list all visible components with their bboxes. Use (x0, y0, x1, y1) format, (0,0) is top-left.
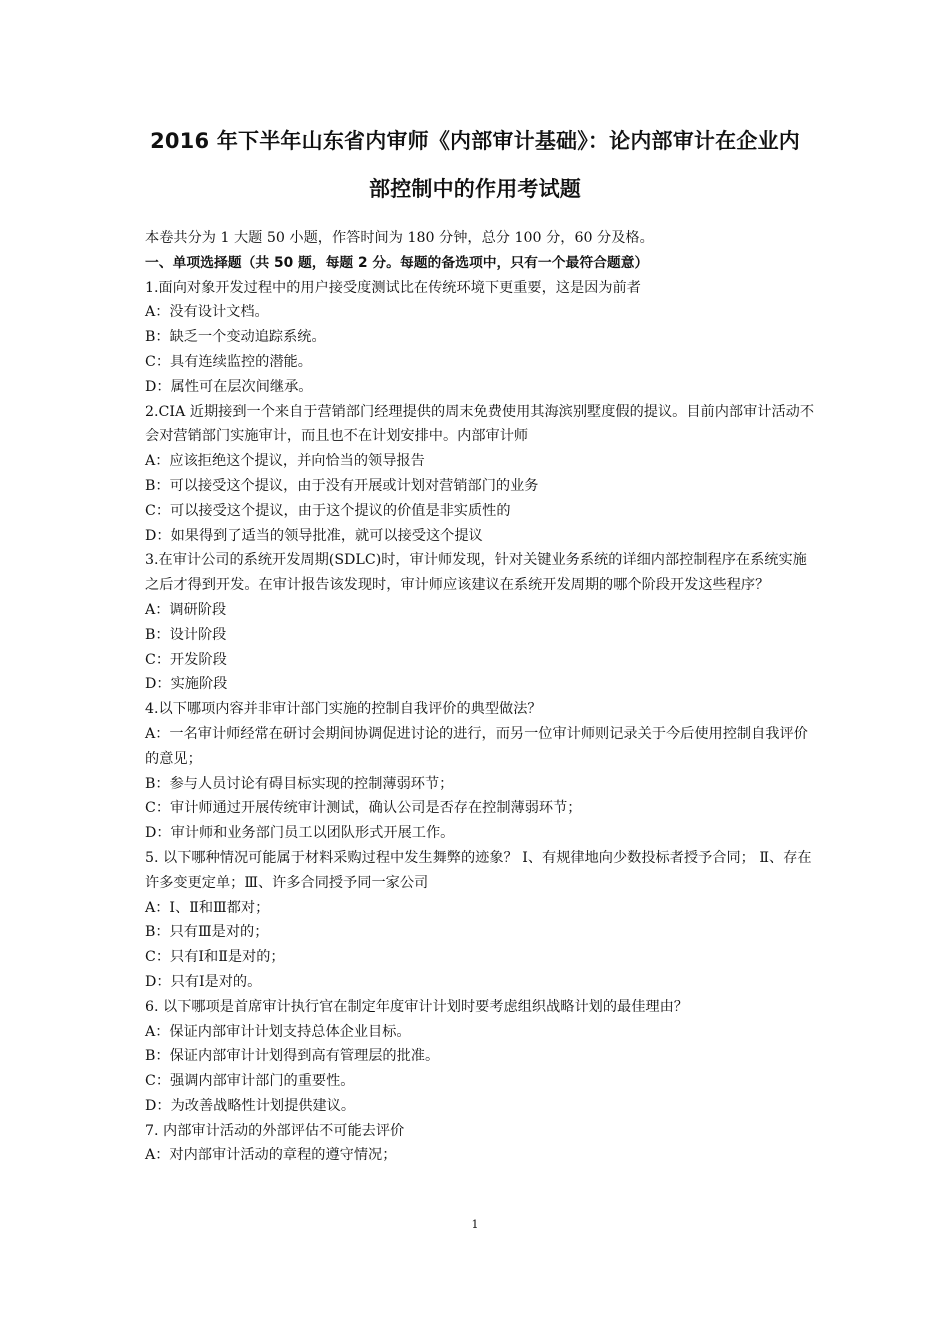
intro-text: 本卷共分为 1 大题 50 小题，作答时间为 180 分钟，总分 100 分，60 分及格。 (145, 230, 654, 246)
option-2b: B：可以接受这个提议，由于没有开展或计划对营销部门的业务 (145, 477, 539, 494)
section-heading: 一、单项选择题（共 50 题，每题 2 分。每题的备选项中，只有一个最符合题意） (145, 254, 649, 271)
option-4d: D：审计师和业务部门员工以团队形式开展工作。 (145, 825, 455, 842)
option-1b: B：缺乏一个变动追踪系统。 (145, 329, 326, 346)
option-3b: B：设计阶段 (145, 626, 227, 643)
question-1: 1.面向对象开发过程中的用户接受度测试比在传统环境下更重要，这是因为前者 (145, 279, 641, 296)
option-6a: A：保证内部审计计划支持总体企业目标。 (145, 1023, 411, 1040)
question-2: 2.CIA 近期接到一个来自于营销部门经理提供的周末免费使用其海滨别墅度假的提议。目前内部审计活动不会对营销部门实施审计，而且也不在计划安排中。内部审计师 (145, 403, 815, 445)
document-title-line-2: 部控制中的作用考试题 (369, 177, 581, 201)
question-3: 3.在审计公司的系统开发周期(SDLC)时，审计师发现，针对关键业务系统的详细内部控制程序在系统实施之后才得到开发。在审计报告该发现时，审计师应该建议在系统开发周期的哪个阶段开发这些程序？ (145, 552, 807, 594)
option-1d: D：属性可在层次间继承。 (145, 378, 313, 395)
question-5: 5. 以下哪种情况可能属于材料采购过程中发生舞弊的迹象？ Ⅰ、有规律地向少数投标者授予合同； Ⅱ、存在许多变更定单；Ⅲ、许多合同授予同一家公司 (145, 849, 812, 891)
option-4c: C：审计师通过开展传统审计测试，确认公司是否存在控制薄弱环节； (145, 800, 582, 817)
page-number: 1 (471, 1218, 479, 1231)
document-title-line-1: 2016 年下半年山东省内审师《内部审计基础》：论内部审计在企业内 (150, 129, 800, 153)
option-6c: C：强调内部审计部门的重要性。 (145, 1073, 355, 1090)
option-1c: C：具有连续监控的潜能。 (145, 353, 312, 370)
question-7: 7. 内部审计活动的外部评估不可能去评价 (145, 1122, 405, 1139)
option-2d: D：如果得到了适当的领导批准，就可以接受这个提议 (145, 527, 483, 544)
option-3d: D：实施阶段 (145, 676, 228, 693)
document-body (145, 226, 815, 1168)
option-5c: C：只有Ⅰ和Ⅱ是对的； (145, 949, 285, 966)
option-6d: D：为改善战略性计划提供建议。 (145, 1097, 356, 1114)
option-3c: C：开发阶段 (145, 651, 227, 668)
option-7a: A：对内部审计活动的章程的遵守情况； (145, 1147, 397, 1164)
option-4a: A：一名审计师经常在研讨会期间协调促进讨论的进行，而另一位审计师则记录关于今后使用控制自我评价的意见； (145, 725, 808, 767)
question-6: 6. 以下哪项是首席审计执行官在制定年度审计计划时要考虑组织战略计划的最佳理由？ (145, 998, 688, 1015)
option-2a: A：应该拒绝这个提议，并向恰当的领导报告 (145, 453, 425, 470)
option-5d: D：只有Ⅰ是对的。 (145, 973, 262, 990)
option-4b: B：参与人员讨论有碍目标实现的控制薄弱环节； (145, 775, 454, 792)
option-2c: C：可以接受这个提议，由于这个提议的价值是非实质性的 (145, 502, 511, 519)
option-6b: B：保证内部审计计划得到高有管理层的批准。 (145, 1048, 440, 1065)
question-4: 4.以下哪项内容并非审计部门实施的控制自我评价的典型做法？ (145, 701, 542, 718)
option-3a: A：调研阶段 (145, 601, 227, 618)
option-5a: A：Ⅰ、Ⅱ和Ⅲ都对； (145, 899, 270, 916)
option-5b: B：只有Ⅲ是对的； (145, 924, 269, 941)
option-1a: A：没有设计文档。 (145, 304, 269, 321)
